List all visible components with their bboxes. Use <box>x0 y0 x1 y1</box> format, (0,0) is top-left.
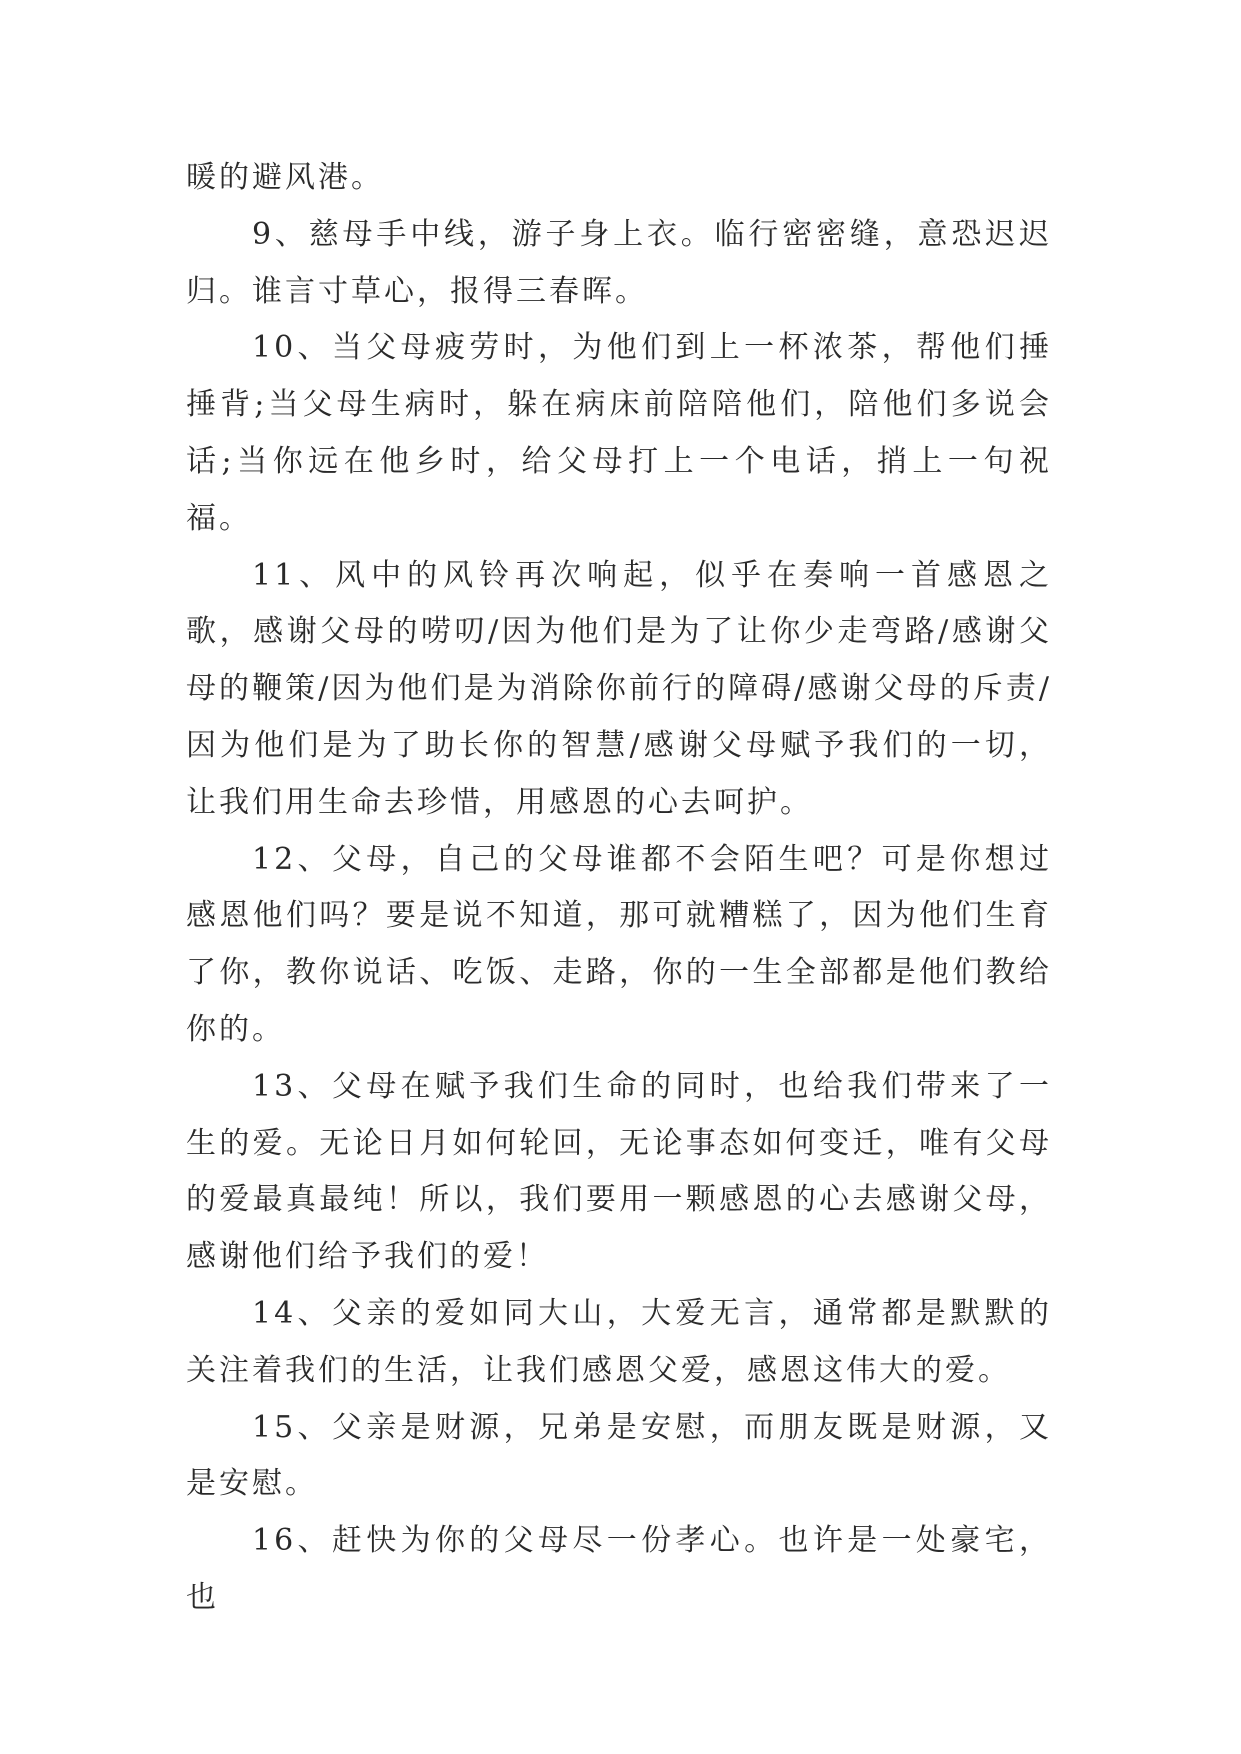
paragraph-item-13: 13、父母在赋予我们生命的同时，也给我们带来了一生的爱。无论日月如何轮回，无论事态如何变迁，唯有父母的爱最真最纯！所以，我们要用一颗感恩的心去感谢父母，感谢他们给予我们的爱！ <box>186 1068 1052 1275</box>
paragraph-continuation: 暖的避风港。 <box>186 160 384 195</box>
paragraph-item-15: 15、父亲是财源，兄弟是安慰，而朋友既是财源，又是安慰。 <box>186 1409 1052 1502</box>
paragraph-item-10: 10、当父母疲劳时，为他们到上一杯浓茶，帮他们捶捶背;当父母生病时，躲在病床前陪陪他们，陪他们多说会话;当你远在他乡时，给父母打上一个电话，捎上一句祝福。 <box>186 330 1052 536</box>
paragraph-item-9: 9、慈母手中线，游子身上衣。临行密密缝，意恐迟迟归。谁言寸草心，报得三春晖。 <box>186 216 1052 309</box>
paragraph-item-12: 12、父母，自己的父母谁都不会陌生吧？可是你想过感恩他们吗？要是说不知道，那可就糟糕了，因为他们生育了你，教你说话、吃饭、走路，你的一生全部都是他们教给你的。 <box>186 841 1052 1047</box>
paragraph-item-14: 14、父亲的爱如同大山，大爱无言，通常都是默默的关注着我们的生活，让我们感恩父爱，感恩这伟大的爱。 <box>186 1295 1052 1388</box>
paragraph-item-11: 11、风中的风铃再次响起，似乎在奏响一首感恩之歌，感谢父母的唠叨/因为他们是为了让你少走弯路/感谢父母的鞭策/因为他们是为消除你前行的障碍/感谢父母的斥责/因为他们是为了助长你的智慧/感谢父母赋予我们的一切，让我们用生命去珍惜，用感恩的心去呵护。 <box>186 557 1052 820</box>
paragraph-item-16: 16、赶快为你的父母尽一份孝心。也许是一处豪宅，也 <box>186 1523 1052 1615</box>
document-body <box>186 150 1052 1627</box>
